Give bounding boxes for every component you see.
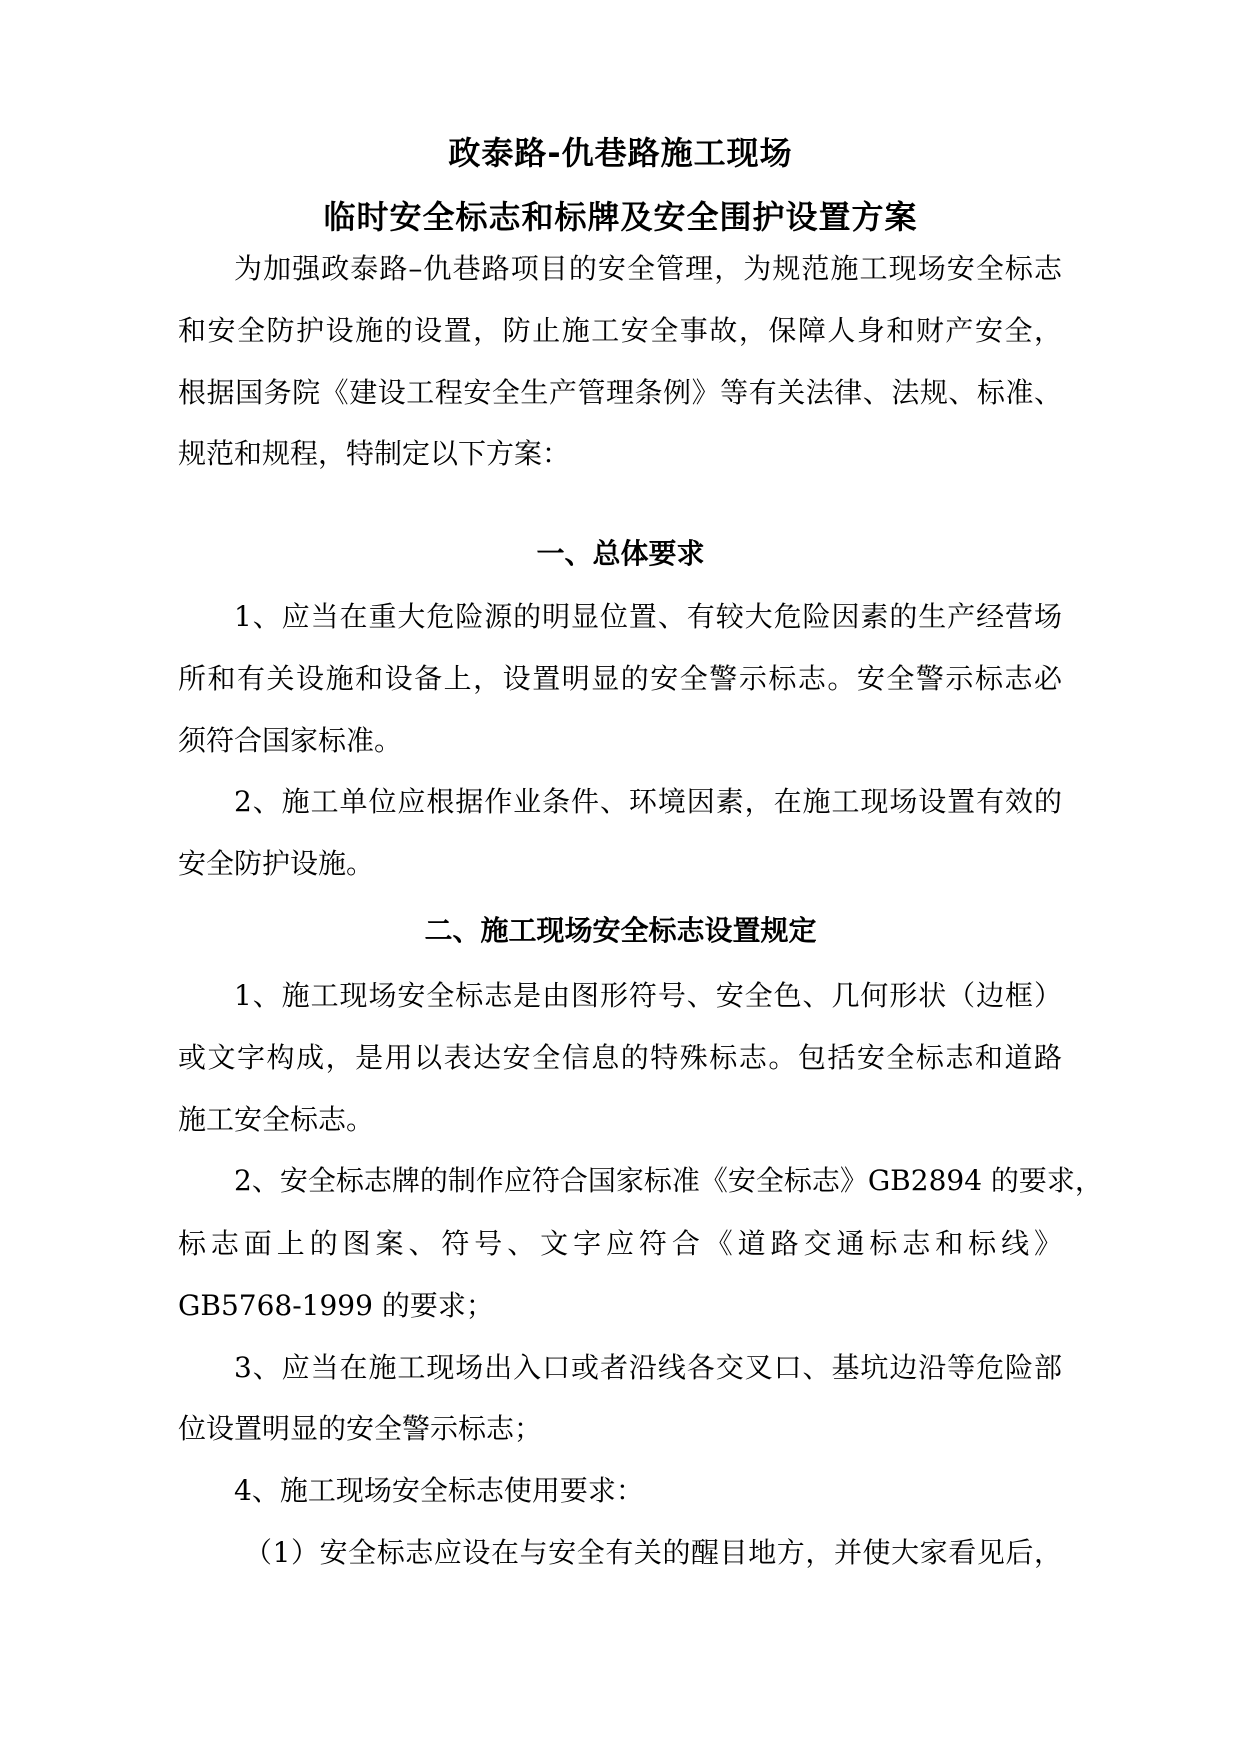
section2-item4-line1: 4、施工现场安全标志使用要求： — [234, 1474, 644, 1507]
section2-item2-line3: GB5768-1999 的要求； — [178, 1289, 494, 1322]
document-title-line1: 政泰路-仇巷路施工现场 — [448, 134, 793, 172]
section1-item1-line3: 须符合国家标准。 — [178, 724, 403, 757]
section2-item3-line2: 位设置明显的安全警示标志； — [178, 1412, 543, 1445]
section-heading-signs: 二、施工现场安全标志设置规定 — [424, 914, 817, 947]
intro-line-1: 为加强政泰路–仇巷路项目的安全管理，为规范施工现场安全标志 — [234, 252, 1062, 285]
section2-sub1-line1: （1）安全标志应设在与安全有关的醒目地方，并使大家看见后， — [244, 1536, 1062, 1569]
intro-line-2: 和安全防护设施的设置，防止施工安全事故，保障人身和财产安全， — [178, 314, 1062, 347]
section2-item1-line3: 施工安全标志。 — [178, 1103, 375, 1136]
intro-line-4: 规范和规程，特制定以下方案： — [178, 437, 571, 470]
section2-item2-line2: 标志面上的图案、符号、文字应符合《道路交通标志和标线》 — [178, 1227, 1062, 1260]
section1-item2-line1: 2、施工单位应根据作业条件、环境因素，在施工现场设置有效的 — [234, 785, 1062, 818]
section1-item1-line1: 1、应当在重大危险源的明显位置、有较大危险因素的生产经营场 — [234, 600, 1062, 633]
document-title-line2: 临时安全标志和标牌及安全围护设置方案 — [323, 198, 918, 236]
section2-item3-line1: 3、应当在施工现场出入口或者沿线各交叉口、基坑边沿等危险部 — [234, 1351, 1062, 1384]
section1-item2-line2: 安全防护设施。 — [178, 847, 375, 880]
section2-item1-line2: 或文字构成，是用以表达安全信息的特殊标志。包括安全标志和道路 — [178, 1041, 1062, 1074]
section-heading-general: 一、总体要求 — [536, 537, 705, 570]
section2-item2-line1: 2、安全标志牌的制作应符合国家标准《安全标志》GB2894 的要求， — [234, 1164, 1103, 1197]
section1-item1-line2: 所和有关设施和设备上，设置明显的安全警示标志。安全警示标志必 — [178, 662, 1062, 695]
section2-item1-line1: 1、施工现场安全标志是由图形符号、安全色、几何形状（边框） — [234, 979, 1062, 1012]
intro-line-3: 根据国务院《建设工程安全生产管理条例》等有关法律、法规、标准、 — [178, 376, 1062, 409]
